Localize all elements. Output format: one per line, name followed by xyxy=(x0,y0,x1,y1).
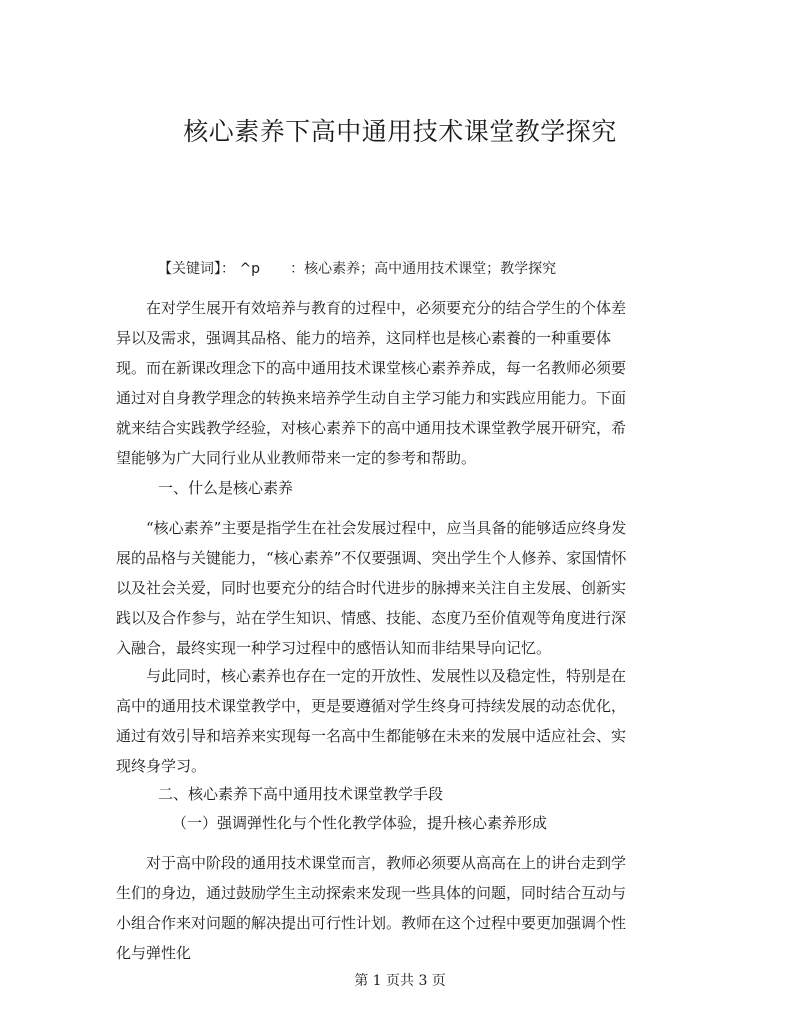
keywords-marker: ^p xyxy=(239,261,261,277)
intro-paragraph: 在对学生展开有效培养与教育的过程中，必须要充分的结合学生的个体差异以及需求，强调其品格、能力的培养，这同样也是核心素養的一种重要体现。而在新课改理念下的高中通用技术课堂核心素养养成，每一名教师必须要通过对自身教学理念的转换来培养学生动自主学习能力和实践应用能力。下面就来结合实践教学经验，对核心素养下的高中通用技术课堂教学展开研究，希望能够为广大同行业从业教师带来一定的参考和帮助。 xyxy=(116,299,627,467)
keywords-line xyxy=(158,257,556,281)
paragraph-core-literacy: “核心素养”主要是指学生在社会发展过程中，应当具备的能够适应终身发展的品格与关键能力，“核心素养”不仅要强调、突出学生个人修养、家国情怀以及社会关爱，同时也要充分的结合时代进步的脉搏来关注自主发展、创新实践以及合作参与，站在学生知识、情感、技能、态度乃至价值观等角度进行深入融合，最终实现一种学习过程中的感悟认知而非结果导向记忆。 xyxy=(116,519,627,657)
subsection-heading-1: （一）强调弹性化与个性化教学体验，提升核心素养形成 xyxy=(172,814,548,832)
keywords-label: 【关键词】： xyxy=(158,261,235,277)
keywords-colon: ： xyxy=(290,261,305,277)
document-title: 核心素养下高中通用技术课堂教学探究 xyxy=(183,117,617,146)
section-heading-1: 一、什么是核心素养 xyxy=(158,479,294,497)
keywords-text: 核心素养；高中通用技术课堂；教学探究 xyxy=(304,261,557,277)
page-footer: 第 1 页共 3 页 xyxy=(354,973,446,989)
paragraph-openness: 与此同时，核心素养也存在一定的开放性、发展性以及稳定性，特别是在高中的通用技术课堂教学中，更是要遵循对学生终身可持续发展的动态优化，通过有效引导和培养来实现每一名高中生都能够在未来的发展中适应社会、实现终身学习。 xyxy=(116,667,627,775)
paragraph-teaching: 对于高中阶段的通用技术课堂而言，教师必须要从高高在上的讲台走到学生们的身边，通过鼓励学生主动探索来发现一些具体的问题，同时结合互动与小组合作来对问题的解决提出可行性计划。教师在这个过程中要更加强调个性化与弹性化 xyxy=(116,854,627,962)
section-heading-2: 二、核心素养下高中通用技术课堂教学手段 xyxy=(158,785,444,803)
